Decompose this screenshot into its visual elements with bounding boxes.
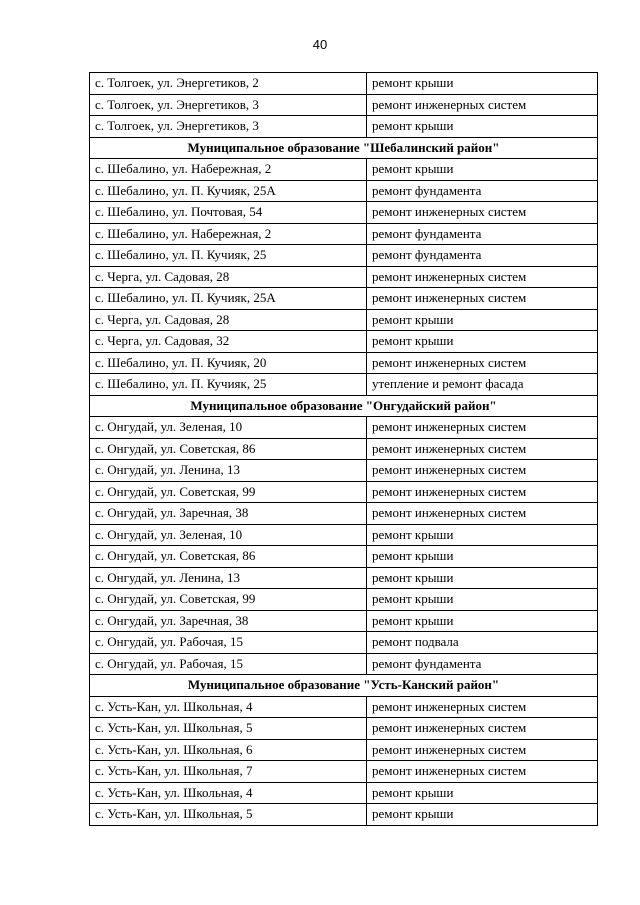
- address-cell: с. Шебалино, ул. П. Кучияк, 20: [90, 352, 367, 374]
- work-type-cell: ремонт крыши: [367, 73, 598, 95]
- work-type-cell: ремонт крыши: [367, 610, 598, 632]
- work-type-cell: ремонт инженерных систем: [367, 266, 598, 288]
- address-cell: с. Шебалино, ул. Набережная, 2: [90, 223, 367, 245]
- work-type-cell: ремонт фундамента: [367, 180, 598, 202]
- table-row: [90, 159, 598, 181]
- address-cell: с. Онгудай, ул. Советская, 99: [90, 481, 367, 503]
- table-row: [90, 524, 598, 546]
- address-cell: с. Шебалино, ул. П. Кучияк, 25А: [90, 180, 367, 202]
- work-type-cell: ремонт инженерных систем: [367, 417, 598, 439]
- address-cell: с. Онгудай, ул. Ленина, 13: [90, 567, 367, 589]
- work-type-cell: ремонт крыши: [367, 589, 598, 611]
- address-cell: с. Онгудай, ул. Заречная, 38: [90, 503, 367, 525]
- address-cell: с. Шебалино, ул. П. Кучияк, 25А: [90, 288, 367, 310]
- table-row: [90, 481, 598, 503]
- table-row: [90, 438, 598, 460]
- address-cell: с. Черга, ул. Садовая, 28: [90, 266, 367, 288]
- work-type-cell: ремонт инженерных систем: [367, 202, 598, 224]
- address-cell: с. Шебалино, ул. П. Кучияк, 25: [90, 374, 367, 396]
- table-row: [90, 503, 598, 525]
- table-row: [90, 739, 598, 761]
- address-cell: с. Усть-Кан, ул. Школьная, 4: [90, 782, 367, 804]
- table-row: [90, 331, 598, 353]
- work-type-cell: ремонт подвала: [367, 632, 598, 654]
- section-title: Муниципальное образование "Онгудайский район": [90, 395, 598, 417]
- table-row: [90, 73, 598, 95]
- table-row: [90, 718, 598, 740]
- address-cell: с. Онгудай, ул. Рабочая, 15: [90, 632, 367, 654]
- work-type-cell: ремонт инженерных систем: [367, 288, 598, 310]
- work-type-cell: ремонт инженерных систем: [367, 352, 598, 374]
- work-type-cell: ремонт фундамента: [367, 653, 598, 675]
- address-cell: с. Онгудай, ул. Советская, 86: [90, 438, 367, 460]
- address-cell: с. Онгудай, ул. Зеленая, 10: [90, 524, 367, 546]
- table-row: [90, 761, 598, 783]
- table-row: [90, 94, 598, 116]
- table-row: [90, 202, 598, 224]
- address-cell: с. Усть-Кан, ул. Школьная, 7: [90, 761, 367, 783]
- work-type-cell: ремонт крыши: [367, 524, 598, 546]
- table-row: [90, 804, 598, 826]
- table-row: [90, 266, 598, 288]
- work-type-cell: ремонт инженерных систем: [367, 761, 598, 783]
- work-type-cell: ремонт крыши: [367, 567, 598, 589]
- work-type-cell: ремонт фундамента: [367, 223, 598, 245]
- address-cell: с. Шебалино, ул. П. Кучияк, 25: [90, 245, 367, 267]
- address-cell: с. Усть-Кан, ул. Школьная, 5: [90, 718, 367, 740]
- table-row: [90, 610, 598, 632]
- table-row: [90, 567, 598, 589]
- section-title: Муниципальное образование "Шебалинский район": [90, 137, 598, 159]
- table-row: [90, 352, 598, 374]
- table-row: [90, 632, 598, 654]
- table-row: [90, 546, 598, 568]
- work-type-cell: ремонт фундамента: [367, 245, 598, 267]
- table-row: [90, 589, 598, 611]
- address-cell: с. Шебалино, ул. Набережная, 2: [90, 159, 367, 181]
- address-cell: с. Усть-Кан, ул. Школьная, 4: [90, 696, 367, 718]
- address-cell: с. Онгудай, ул. Рабочая, 15: [90, 653, 367, 675]
- work-type-cell: ремонт инженерных систем: [367, 503, 598, 525]
- address-cell: с. Онгудай, ул. Советская, 99: [90, 589, 367, 611]
- table-row: [90, 180, 598, 202]
- address-cell: с. Толгоек, ул. Энергетиков, 3: [90, 94, 367, 116]
- table-row: [90, 374, 598, 396]
- work-type-cell: утепление и ремонт фасада: [367, 374, 598, 396]
- address-cell: с. Онгудай, ул. Заречная, 38: [90, 610, 367, 632]
- work-type-cell: ремонт инженерных систем: [367, 481, 598, 503]
- address-cell: с. Толгоек, ул. Энергетиков, 3: [90, 116, 367, 138]
- section-header-row: [90, 395, 598, 417]
- table-row: [90, 653, 598, 675]
- repair-table: [89, 72, 598, 826]
- address-cell: с. Толгоек, ул. Энергетиков, 2: [90, 73, 367, 95]
- table-row: [90, 782, 598, 804]
- table-body: [90, 73, 598, 826]
- address-cell: с. Усть-Кан, ул. Школьная, 6: [90, 739, 367, 761]
- work-type-cell: ремонт инженерных систем: [367, 438, 598, 460]
- address-cell: с. Шебалино, ул. Почтовая, 54: [90, 202, 367, 224]
- work-type-cell: ремонт инженерных систем: [367, 696, 598, 718]
- address-cell: с. Черга, ул. Садовая, 28: [90, 309, 367, 331]
- work-type-cell: ремонт инженерных систем: [367, 460, 598, 482]
- work-type-cell: ремонт инженерных систем: [367, 718, 598, 740]
- work-type-cell: ремонт крыши: [367, 116, 598, 138]
- table-row: [90, 116, 598, 138]
- page-number: 40: [312, 37, 328, 52]
- section-header-row: [90, 137, 598, 159]
- address-cell: с. Онгудай, ул. Советская, 86: [90, 546, 367, 568]
- work-type-cell: ремонт инженерных систем: [367, 94, 598, 116]
- table-row: [90, 288, 598, 310]
- address-cell: с. Онгудай, ул. Зеленая, 10: [90, 417, 367, 439]
- address-cell: с. Онгудай, ул. Ленина, 13: [90, 460, 367, 482]
- work-type-cell: ремонт крыши: [367, 804, 598, 826]
- table-row: [90, 223, 598, 245]
- work-type-cell: ремонт крыши: [367, 782, 598, 804]
- section-header-row: [90, 675, 598, 697]
- work-type-cell: ремонт крыши: [367, 546, 598, 568]
- address-cell: с. Усть-Кан, ул. Школьная, 5: [90, 804, 367, 826]
- section-title: Муниципальное образование "Усть-Канский район": [90, 675, 598, 697]
- table-row: [90, 460, 598, 482]
- table-row: [90, 417, 598, 439]
- table-row: [90, 696, 598, 718]
- work-type-cell: ремонт крыши: [367, 331, 598, 353]
- address-cell: с. Черга, ул. Садовая, 32: [90, 331, 367, 353]
- table-row: [90, 245, 598, 267]
- table-row: [90, 309, 598, 331]
- work-type-cell: ремонт инженерных систем: [367, 739, 598, 761]
- work-type-cell: ремонт крыши: [367, 309, 598, 331]
- work-type-cell: ремонт крыши: [367, 159, 598, 181]
